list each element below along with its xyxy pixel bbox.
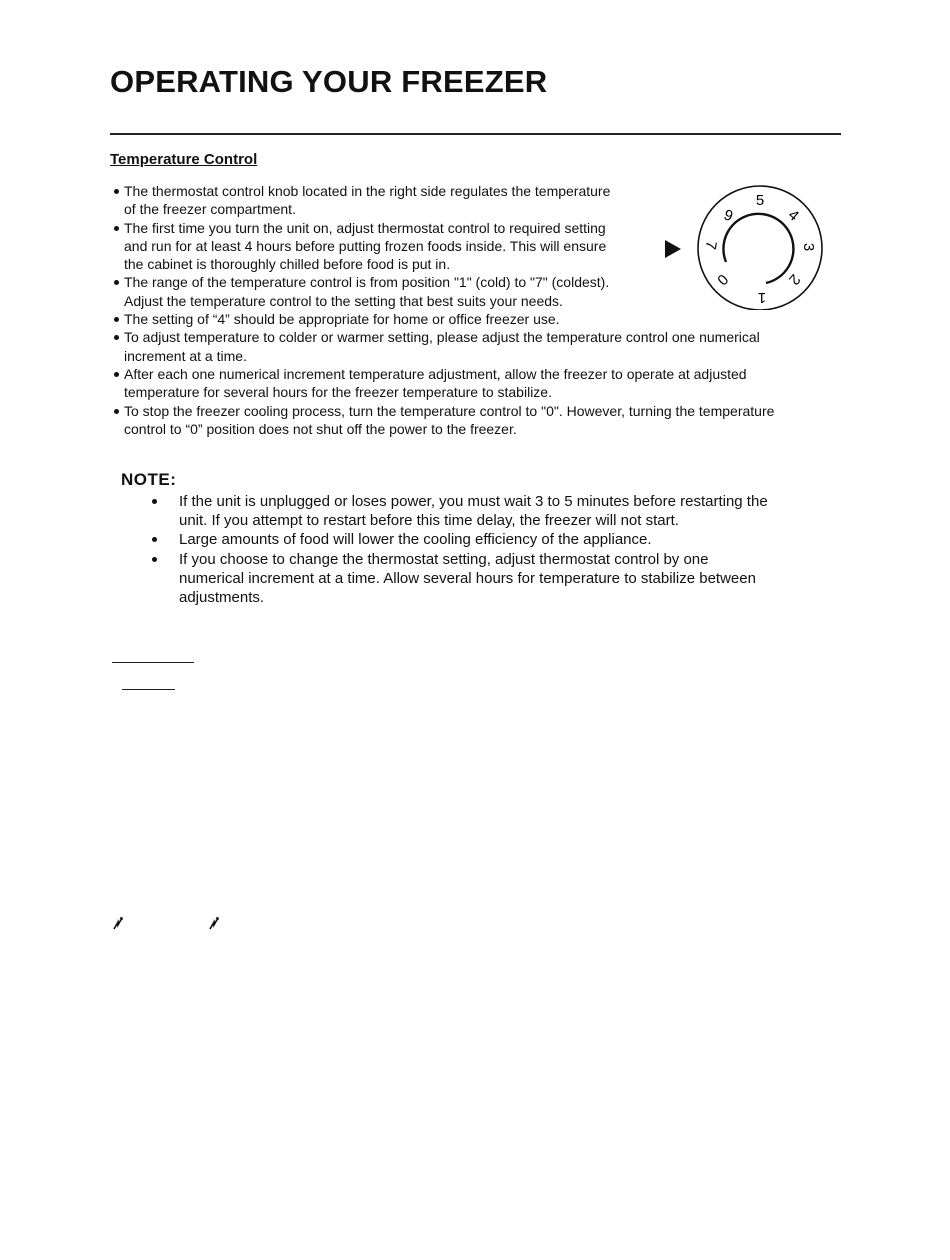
- list-item-line: temperature for several hours for the freezer temperature to stabilize.: [124, 384, 552, 401]
- list-item: [113, 182, 667, 219]
- underline-stub: [112, 662, 194, 663]
- page-title: OPERATING YOUR FREEZER: [110, 64, 548, 99]
- lightning-icon: [208, 916, 220, 930]
- list-item-line: To adjust temperature to colder or warmer setting, please adjust the temperature control one numerical: [124, 329, 760, 346]
- list-item: [113, 273, 667, 310]
- note-heading: NOTE:: [121, 470, 177, 489]
- bullet-dot-icon: [114, 280, 119, 285]
- dial-label-6: 6: [721, 205, 736, 224]
- list-item-line: The setting of “4” should be appropriate for home or office freezer use.: [124, 311, 560, 328]
- bullet-dot-icon: [152, 557, 157, 562]
- list-item-line: To stop the freezer cooling process, turn the temperature control to "0". However, turning the temperature: [124, 402, 775, 419]
- underline-stub: [122, 689, 175, 690]
- list-item-line: increment at a time.: [124, 347, 247, 364]
- bullet-dot-icon: [114, 335, 119, 340]
- list-item-line: the cabinet is thoroughly chilled before food is put in.: [124, 256, 451, 273]
- list-item-line: numerical increment at a time. Allow several hours for temperature to stabilize between: [179, 569, 756, 587]
- dial-label-7: 7: [701, 239, 720, 251]
- list-item-line: The first time you turn the unit on, adjust thermostat control to required setting: [124, 219, 606, 236]
- thermostat-dial-diagram: [660, 184, 830, 310]
- list-item-line: The range of the temperature control is from position "1" (cold) to "7" (coldest).: [124, 274, 610, 291]
- dial-label-3: 3: [800, 242, 818, 252]
- bullet-dot-icon: [152, 499, 157, 504]
- list-item-line: and run for at least 4 hours before putting frozen foods inside. This will ensure: [124, 237, 607, 254]
- dial-label-5: 5: [755, 192, 765, 209]
- list-item: [113, 328, 843, 365]
- lightning-icon: [112, 916, 124, 930]
- dial-label-2: 2: [785, 270, 804, 289]
- list-item: [150, 550, 830, 608]
- dial-label-0: 0: [713, 270, 732, 289]
- list-item-line: The thermostat control knob located in the right side regulates the temperature: [124, 183, 611, 199]
- note-list: [150, 492, 830, 607]
- triangle-right-icon: [665, 240, 681, 258]
- list-item-line: After each one numerical increment temperature adjustment, allow the freezer to operate at adjusted: [124, 365, 747, 382]
- bullet-dot-icon: [114, 372, 119, 377]
- list-item: [113, 402, 843, 439]
- dial-label-1: 1: [757, 289, 767, 307]
- list-item-line: of the freezer compartment.: [124, 201, 296, 218]
- section-title: Temperature Control: [110, 151, 258, 168]
- list-item: [113, 219, 667, 274]
- bullet-dot-icon: [114, 189, 119, 194]
- dial-arc: [723, 214, 793, 283]
- list-item: [113, 365, 843, 402]
- header-divider: [110, 133, 841, 135]
- bullet-dot-icon: [152, 537, 157, 542]
- list-item-line: adjustments.: [179, 589, 265, 607]
- list-item-line: Adjust the temperature control to the setting that best suits your needs.: [124, 292, 563, 309]
- list-item: [150, 492, 830, 530]
- bullet-dot-icon: [114, 317, 119, 322]
- list-item-line: Large amounts of food will lower the cooling efficiency of the appliance.: [179, 531, 652, 549]
- list-item-line: control to “0” position does not shut off the power to the freezer.: [124, 420, 517, 437]
- list-item-line: If you choose to change the thermostat setting, adjust thermostat control by one: [179, 550, 709, 568]
- list-item: [113, 310, 843, 328]
- bullet-dot-icon: [114, 226, 119, 231]
- dial-label-4: 4: [784, 206, 803, 225]
- list-item-line: unit. If you attempt to restart before this time delay, the freezer will not start.: [179, 512, 679, 530]
- list-item-line: If the unit is unplugged or loses power, you must wait 3 to 5 minutes before restarting the: [179, 493, 768, 510]
- list-item: [150, 530, 830, 549]
- bullet-dot-icon: [114, 409, 119, 414]
